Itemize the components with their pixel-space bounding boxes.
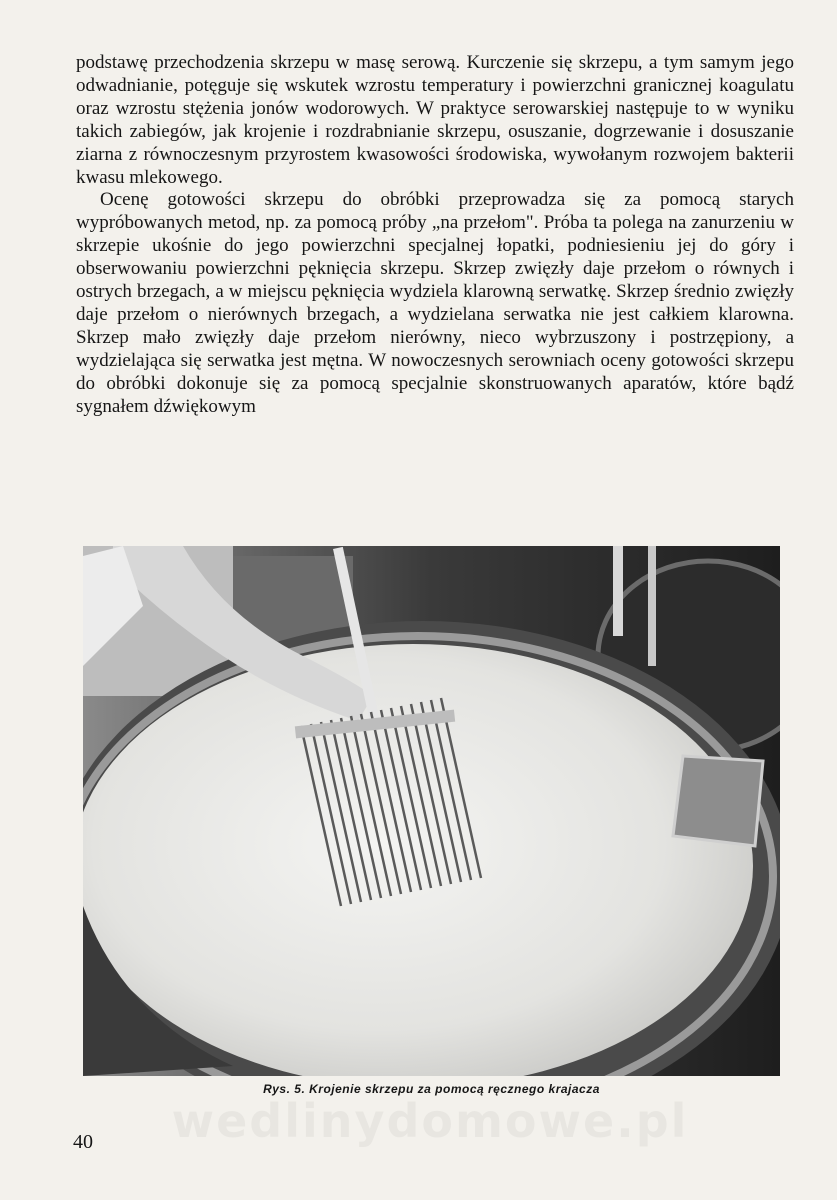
body-text — [76, 52, 794, 419]
page-number: 40 — [73, 1131, 93, 1153]
paragraph-1: podstawę przechodzenia skrzepu w masę serową. Kurczenie się skrzepu, a tym samym jego odwadnianie, potęguje się wskutek wzrostu temperatury i powierzchni granicznej koagulatu oraz wzrostu stężenia jonów wodorowych. W praktyce serowarskiej następuje to w wyniku takich zabiegów, jak krojenie i rozdrabnianie skrzepu, osuszanie, dogrzewanie i dosuszanie ziarna z równoczesnym przyrostem kwasowości środowiska, wywołanym rozwojem bakterii kwasu mlekowego. — [76, 52, 794, 188]
figure-photo — [83, 546, 780, 1076]
watermark — [110, 1094, 750, 1148]
paragraph-2: Ocenę gotowości skrzepu do obróbki przeprowadza się za pomocą starych wypróbowanych metod, np. za pomocą próby „na przełom". Próba ta polega na zanurzeniu w skrzepie ukośnie do jego powierzchni specjalnej łopatki, podniesieniu jej do góry i obserwowaniu powierzchni pęknięcia skrzepu. Skrzep zwięzły daje przełom o równych i ostrych brzegach, a w miejscu pęknięcia wydziela klarowną serwatkę. Skrzep średnio zwięzły daje przełom o nierównych brzegach, a wydzielana serwatka nie jest całkiem klarowna. Skrzep mało zwięzły daje przełom nierówny, nieco wybrzuszony i postrzępiony, a wydzielająca się serwatka jest mętna. W nowoczesnych serowniach oceny gotowości skrzepu do obróbki dokonuje się za pomocą specjalnie skonstruowanych aparatów, które bądź sygnałem dźwiękowym — [76, 189, 794, 417]
figure-caption: Rys. 5. Krojenie skrzepu za pomocą ręcznego krajacza — [263, 1082, 600, 1096]
cheese-vat-photo — [83, 546, 780, 1076]
